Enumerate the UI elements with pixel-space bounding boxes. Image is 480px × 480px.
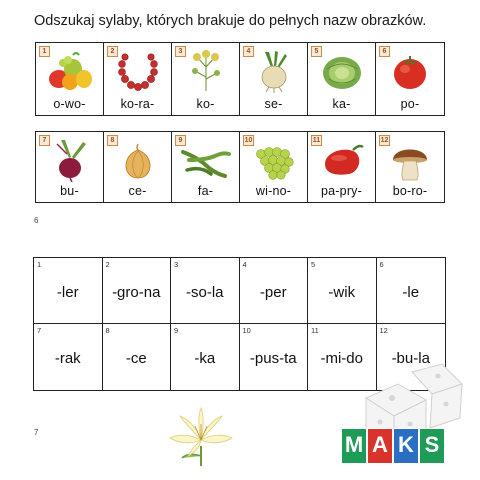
picture-cell xyxy=(240,132,308,202)
picture-number: 3 xyxy=(175,46,186,57)
picture-label: ka- xyxy=(332,97,351,111)
page-number: 6 xyxy=(34,216,39,225)
syllable-number: 10 xyxy=(242,326,251,335)
lily-flower-icon xyxy=(168,406,234,468)
syllable-text: -ce xyxy=(125,350,147,368)
bead-necklace-icon xyxy=(104,49,171,93)
picture-grid-row-1 xyxy=(35,42,445,116)
picture-number: 9 xyxy=(175,135,186,146)
picture-label: ko-ra- xyxy=(120,97,155,111)
picture-number: 7 xyxy=(39,135,50,146)
syllable-cell xyxy=(171,258,240,324)
beetroot-icon xyxy=(36,138,103,182)
picture-number: 8 xyxy=(107,135,118,146)
picture-label: bu- xyxy=(60,184,79,198)
syllable-number: 1 xyxy=(37,260,42,269)
picture-label: po- xyxy=(400,97,420,111)
picture-number: 5 xyxy=(311,46,322,57)
logo-letter: A xyxy=(367,428,393,464)
picture-number: 6 xyxy=(379,46,390,57)
syllable-text: -pus-ta xyxy=(249,350,297,368)
syllable-text: -gro-na xyxy=(112,283,161,301)
picture-cell xyxy=(172,132,240,202)
picture-label: ce- xyxy=(128,184,147,198)
cabbage-icon xyxy=(308,49,375,93)
syllable-number: 9 xyxy=(174,326,179,335)
syllable-cell xyxy=(34,258,103,324)
syllable-number: 12 xyxy=(379,326,388,335)
syllable-number: 4 xyxy=(242,260,247,269)
picture-cell xyxy=(36,43,104,115)
picture-label: bo-ro- xyxy=(392,184,428,198)
picture-cell xyxy=(240,43,308,115)
picture-number: 10 xyxy=(244,137,253,144)
syllable-text: -ler xyxy=(56,283,79,301)
tomato-icon xyxy=(376,49,444,93)
picture-number: 2 xyxy=(107,46,118,57)
picture-cell xyxy=(376,43,444,115)
picture-cell xyxy=(104,132,172,202)
maks-logo xyxy=(341,428,445,464)
picture-cell xyxy=(376,132,444,202)
dill-icon xyxy=(172,49,239,93)
syllable-text: -mi-do xyxy=(320,350,363,368)
syllable-cell xyxy=(240,324,309,390)
syllable-text: -bu-la xyxy=(391,350,430,368)
syllable-text: -rak xyxy=(54,350,81,368)
red-pepper-icon xyxy=(308,138,375,182)
mushroom-icon xyxy=(376,138,444,182)
syllable-number: 8 xyxy=(105,326,110,335)
logo-letter: S xyxy=(419,428,445,464)
logo-letter: K xyxy=(393,428,419,464)
syllable-number: 3 xyxy=(174,260,179,269)
picture-number: 1 xyxy=(39,46,50,57)
picture-number: 11 xyxy=(312,137,321,144)
picture-cell xyxy=(36,132,104,202)
picture-label: o-wo- xyxy=(53,97,86,111)
logo-letter: M xyxy=(341,428,367,464)
syllable-number: 5 xyxy=(311,260,316,269)
syllable-text: -wik xyxy=(328,283,356,301)
green-beans-icon xyxy=(172,138,239,182)
picture-number: 4 xyxy=(243,46,254,57)
syllable-cell xyxy=(103,258,172,324)
syllable-number: 2 xyxy=(105,260,110,269)
syllable-cell xyxy=(240,258,309,324)
syllable-cell xyxy=(171,324,240,390)
page-number: 7 xyxy=(34,428,39,437)
syllable-text: -so-la xyxy=(185,283,224,301)
syllable-text: -per xyxy=(259,283,287,301)
instruction-title: Odszukaj sylaby, których brakuje do pełnych nazw obrazków. xyxy=(34,13,427,29)
picture-cell xyxy=(172,43,240,115)
fruit-basket-icon xyxy=(36,49,103,93)
onion-icon xyxy=(104,138,171,182)
picture-label: fa- xyxy=(197,184,214,198)
syllable-cell xyxy=(308,258,377,324)
picture-label: se- xyxy=(264,97,283,111)
picture-cell xyxy=(308,43,376,115)
grapes-icon xyxy=(240,138,307,182)
picture-cell xyxy=(104,43,172,115)
celeriac-icon xyxy=(240,49,307,93)
picture-grid-row-2 xyxy=(35,131,445,203)
syllable-number: 11 xyxy=(311,326,319,335)
picture-number: 12 xyxy=(380,137,389,144)
syllable-number: 7 xyxy=(37,326,42,335)
syllable-text: -le xyxy=(402,283,420,301)
picture-label: ko- xyxy=(196,97,215,111)
syllable-number: 6 xyxy=(379,260,384,269)
syllable-cell xyxy=(377,258,446,324)
picture-cell xyxy=(308,132,376,202)
syllable-cell xyxy=(34,324,103,390)
picture-label: pa-pry- xyxy=(321,184,362,198)
syllable-text: -ka xyxy=(194,350,216,368)
syllable-cell xyxy=(103,324,172,390)
picture-label: wi-no- xyxy=(255,184,292,198)
